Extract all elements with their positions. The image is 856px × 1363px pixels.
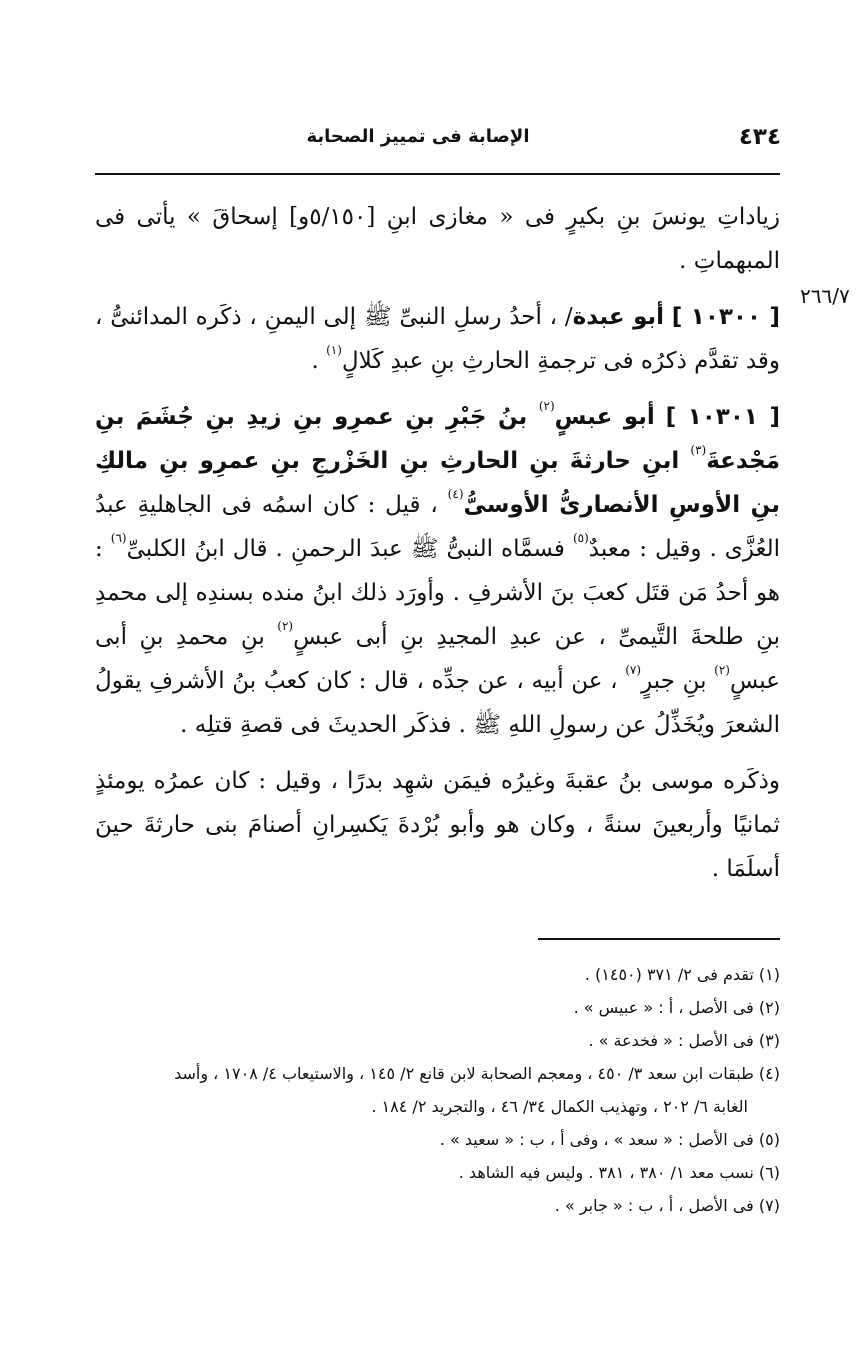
entry-10301 — [95, 395, 780, 747]
entry-lineage: بنُ جَبْرِ بنِ عمرِو بنِ زيدِ بنِ جُشَمَ بنِ مَجْدعةَ — [95, 404, 780, 474]
entry-text: / ، أحدُ رسلِ النبىِّ ﷺ إلى اليمنِ ، ذكَره المدائنىُّ ، وقد تقدَّم ذكرُه فى ترجمةِ الحارثِ بنِ عبدِ كَلالٍ — [95, 304, 780, 374]
paragraph-4: وذكَره موسى بنُ عقبةَ وغيرُه فيمَن شهِد بدرًا ، وقيل : كان عمرُه يومئذٍ ثمانيًا وأربعينَ سنةً ، وكان هو وأبو بُرْدةَ يَكسِرانِ أصنامَ بنى حارثةَ حينَ أسلَمَا . — [95, 768, 780, 882]
footnote-ref: (٣) — [690, 443, 707, 457]
entry-name: أبو عبدة — [572, 304, 665, 330]
main-text — [95, 195, 780, 891]
footnote-ref: (٢) — [538, 399, 555, 413]
page-number: ٤٣٤ — [738, 124, 781, 150]
footnote-ref: (٤) — [447, 487, 464, 501]
running-title: الإصابة فى تمييز الصحابة — [306, 126, 530, 147]
entry-text: : هو أحدُ مَن قتَل كعبَ بنَ الأشرفِ . وأورَد ذلك ابنُ منده بسندِه إلى محمدِ بنِ طلحةَ التَّيمىِّ ، عن عبدِ المجيدِ بنِ أبى عبسٍ — [95, 536, 781, 650]
footnotes — [95, 958, 780, 1222]
entry-number: [ ١٠٣٠٠ ] — [671, 304, 780, 330]
entry-name: أبو عبسٍ — [554, 404, 655, 430]
paragraph-1: زياداتِ يونسَ بنِ بكيرٍ فى « مغازى ابنِ [٥/١٥٠و] إسحاقَ » يأتى فى المبهماتِ . — [95, 204, 780, 274]
entry-text: ، قيل : كان اسمُه فى الجاهليةِ عبدُ العُزَّى . وقيل : معبدٌ — [95, 492, 780, 562]
footnote-ref: (٧) — [625, 663, 642, 677]
footnote-6: (٦) نسب معد ١/ ٣٨٠ ، ٣٨١ . وليس فيه الشاهد . — [458, 1163, 780, 1182]
footnote-5: (٥) فى الأصل : « سعد » ، وفى أ ، ب : « سعيد » . — [439, 1130, 780, 1149]
footnote-4-cont: الغابة ٦/ ٢٠٢ ، وتهذيب الكمال ٣٤/ ٤٦ ، والتجريد ٢/ ١٨٤ . — [371, 1097, 748, 1116]
footnote-rule — [538, 938, 780, 940]
footnote-2: (٢) فى الأصل ، أ : « عبيس » . — [573, 998, 780, 1017]
header-rule — [95, 173, 780, 175]
footnote-ref: (٥) — [572, 531, 589, 545]
entry-number: [ ١٠٣٠١ ] — [665, 404, 780, 430]
entry-lineage-cont: ابنِ حارثةَ بنِ الحارثِ بنِ الخَزْرجِ بنِ عمرِو بنِ مالكِ بنِ الأوسِ الأنصارىُّ الأوسىُّ — [95, 448, 780, 518]
entry-text: بنِ جبرٍ — [641, 668, 715, 694]
footnote-ref: (٢) — [277, 619, 294, 633]
footnote-3: (٣) فى الأصل : « فخدعة » . — [588, 1031, 780, 1050]
footnote-ref: (٦) — [110, 531, 127, 545]
entry-10300 — [95, 295, 780, 383]
entry-text: بنِ محمدِ بنِ أبى عبسٍ — [95, 624, 780, 694]
footnote-4: (٤) طبقات ابن سعد ٣/ ٤٥٠ ، ومعجم الصحابة لابن قانع ٢/ ١٤٥ ، والاستيعاب ٤/ ١٧٠٨ ، وأسد — [174, 1064, 780, 1083]
footnote-7: (٧) فى الأصل ، أ ، ب : « جابر » . — [554, 1196, 780, 1215]
entry-text: ، عن أبيه ، عن جدِّه ، قال : كان كعبُ بنُ الأشرفِ يقولُ الشعرَ ويُخَذِّلُ عن رسولِ اللهِ ﷺ . فذكَر الحديثَ فى قصةِ قتلِه . — [95, 668, 780, 738]
entry-text-end: . — [311, 348, 327, 374]
footnote-1: (١) تقدم فى ٢/ ٣٧١ (١٤٥٠) . — [584, 965, 780, 984]
footnote-ref: (٢) — [714, 663, 730, 677]
page-header — [95, 118, 781, 160]
footnote-ref: (١) — [326, 343, 342, 357]
margin-reference: ٢٦٦/٧ — [800, 284, 850, 308]
entry-text: فسمَّاه النبىُّ ﷺ عبدَ الرحمنِ . قال ابنُ الكلبىِّ — [126, 536, 573, 562]
